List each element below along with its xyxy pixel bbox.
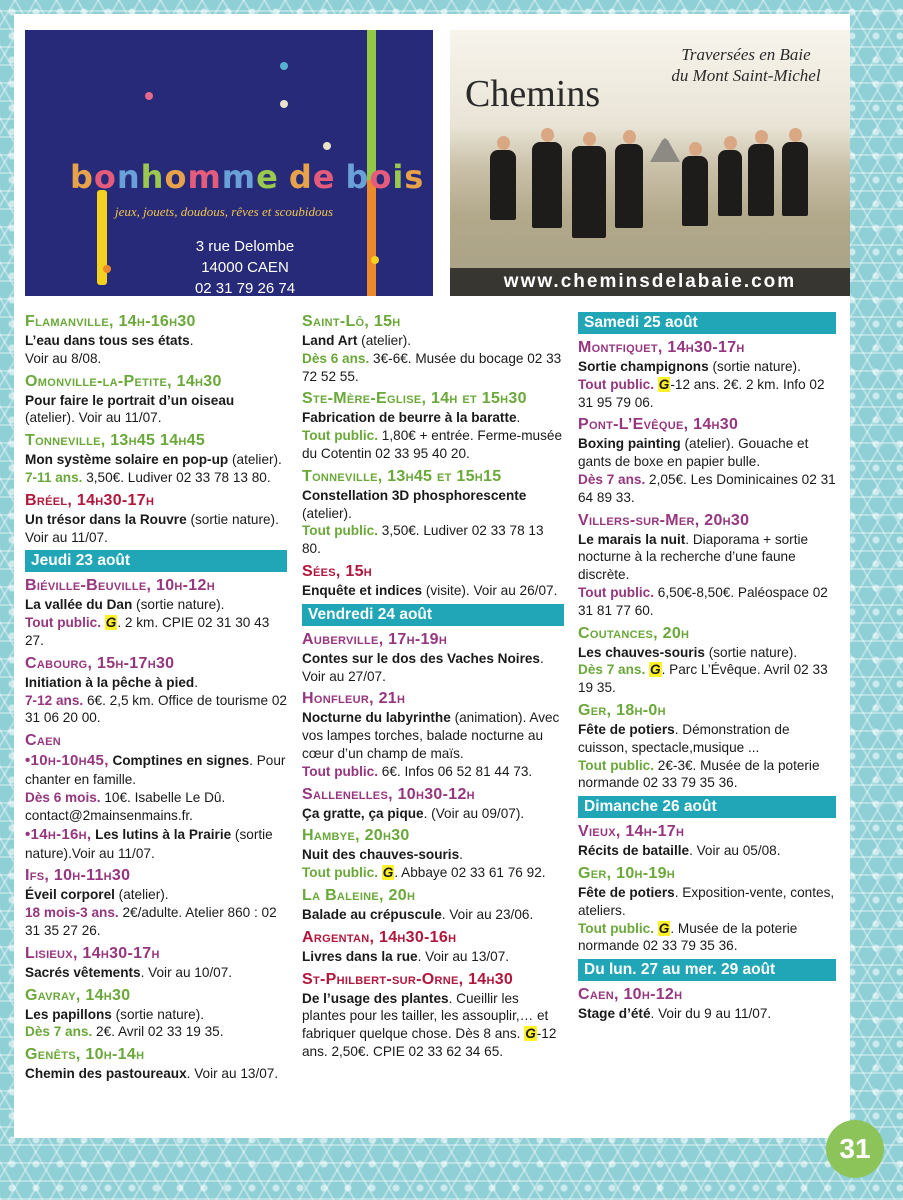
- event-place: St-Philbert-sur-Orne, 14h30: [302, 970, 514, 988]
- page-number: 31: [826, 1120, 884, 1178]
- event-audience: Dès 7 ans.: [578, 471, 646, 487]
- decor-dot: [103, 265, 111, 273]
- event-title: Comptines en signes: [112, 753, 250, 769]
- event-entry: [25, 372, 287, 428]
- event-title: Sortie champignons: [578, 359, 709, 374]
- event-place: Hambye, 20h30: [302, 827, 410, 845]
- event-place: Coutances, 20h: [578, 624, 690, 642]
- ad-bonhomme-de-bois[interactable]: [25, 30, 433, 296]
- event-entry: [578, 985, 836, 1023]
- event-place: Omonville-la-Petite, 14h30: [25, 372, 222, 390]
- address-city: 14000 CAEN: [201, 259, 289, 276]
- column-1: [25, 312, 287, 1087]
- event-title: Récits de bataille: [578, 843, 690, 859]
- event-info-text: 2,05€. Les Dominicaines 02 31 64 89 33.: [578, 471, 836, 505]
- chemins-logo: Chemins: [465, 73, 601, 115]
- event-entry: [25, 576, 287, 649]
- event-desc: [302, 409, 564, 427]
- event-place: Genêts, 10h-14h: [25, 1046, 145, 1064]
- event-rest: (sortie nature).: [132, 597, 225, 613]
- chemins-tagline-line1: Traversées en Baie: [681, 45, 811, 64]
- event-info: [302, 864, 564, 882]
- event-title: Fête de potiers: [578, 721, 675, 737]
- event-audience: Tout public.: [302, 428, 379, 444]
- hiker-figure: [682, 156, 708, 226]
- gratuit-badge: G: [525, 1026, 536, 1042]
- event-title: Balade au crépuscule: [302, 906, 442, 922]
- event-audience: Dès 7 ans.: [25, 1024, 93, 1040]
- bonhomme-address: [155, 236, 335, 296]
- event-info-text: 6€. 2,5 km. Office de tourisme 02 31 06 20 00.: [25, 692, 287, 726]
- event-desc: [302, 805, 564, 823]
- event-place: La Baleine, 20h: [302, 886, 416, 904]
- event-audience: Tout public.: [302, 865, 379, 881]
- hiker-figure: [532, 142, 562, 228]
- event-desc: [25, 751, 287, 789]
- event-entry: [25, 654, 287, 727]
- event-desc: [25, 332, 287, 350]
- event-rest: . Voir au 05/08.: [689, 843, 781, 859]
- event-title: Fabrication de beurre à la baratte: [302, 410, 517, 426]
- event-entry: [25, 312, 287, 368]
- day-header-du-lun: Du lun. 27 au mer. 29 août: [578, 959, 836, 981]
- event-title: Nocturne du labyrinthe: [302, 710, 451, 726]
- event-audience: Dès 6 mois.: [25, 789, 101, 805]
- event-rest: . Exposition-vente, contes, ateliers.: [578, 884, 835, 918]
- event-entry: [302, 785, 564, 823]
- event-rest: . Voir du 9 au 11/07.: [650, 1006, 772, 1022]
- event-rest: . Diaporama + sortie nocturne à la recherche d’une faune discrète.: [578, 531, 809, 583]
- event-info: [25, 614, 287, 650]
- hiker-figure: [718, 150, 742, 216]
- event-title: Initiation à la pêche à pied: [25, 674, 195, 690]
- event-entry: [25, 431, 287, 487]
- event-audience: 7-12 ans.: [25, 692, 84, 708]
- logo-letter: o: [369, 158, 393, 196]
- hiker-figure: [748, 144, 774, 216]
- event-rest: (atelier). Gouache et gants de boxe en papier bulle.: [578, 436, 809, 470]
- event-info: [578, 661, 836, 697]
- event-desc: [302, 709, 564, 762]
- event-place: Caen, 10h-12h: [578, 986, 683, 1004]
- event-place: Argentan, 14h30-16h: [302, 928, 457, 946]
- event-audience: 18 mois-3 ans.: [25, 905, 119, 921]
- event-title: Mon système solaire en pop-up: [25, 452, 229, 468]
- column-3: [578, 312, 836, 1027]
- event-info-text: . Abbaye 02 33 61 76 92.: [394, 865, 546, 881]
- event-entry: [25, 1045, 287, 1083]
- event-entry: [302, 689, 564, 780]
- event-info-text: 3,50€. Ludiver 02 33 78 13 80.: [82, 469, 271, 485]
- event-audience: Dès 6 ans.: [302, 350, 370, 366]
- chemins-tagline: [656, 44, 836, 86]
- event-info-text: 2€/adulte. Atelier 860 : 02 31 35 27 26.: [25, 905, 277, 938]
- event-info: [25, 789, 287, 825]
- address-street: 3 rue Delombe: [195, 238, 295, 255]
- event-desc: [578, 1005, 836, 1023]
- column-2: [302, 312, 564, 1065]
- event-place: Biéville-Beuville, 10h-12h: [25, 577, 215, 595]
- gratuit-badge: G: [382, 865, 394, 881]
- event-entry: [302, 312, 564, 385]
- event-info-text: 10€. Isabelle Le Dû. contact@2mainsenmains.fr.: [25, 789, 226, 823]
- event-rest: .: [516, 410, 521, 426]
- event-desc: [25, 451, 287, 469]
- logo-letter: m: [221, 158, 257, 196]
- event-audience: Tout public.: [578, 757, 655, 773]
- event-desc: [578, 531, 836, 584]
- event-rest: . Démonstration de cuisson, spectacle,musique ...: [578, 721, 790, 755]
- event-rest: (sortie nature).: [111, 1006, 205, 1022]
- event-place: Tonneville, 13h45 14h45: [25, 432, 206, 450]
- day-header-vendredi: Vendredi 24 août: [302, 604, 564, 626]
- event-title: Enquête et indices: [302, 582, 423, 598]
- logo-letter: e: [312, 158, 336, 196]
- logo-letter: m: [187, 158, 222, 196]
- event-info-text: -12 ans. 2,50€. CPIE 02 33 62 34 65.: [302, 1026, 557, 1059]
- event-place: Tonneville, 13h45 et 15h15: [302, 467, 502, 485]
- event-entry: [302, 928, 564, 966]
- event-title: La vallée du Dan: [25, 597, 133, 613]
- event-desc: [25, 674, 287, 692]
- event-title: Contes sur le dos des Vaches Noires: [302, 650, 540, 666]
- event-title: Stage d’été: [578, 1006, 651, 1022]
- event-audience: Tout public.: [578, 584, 655, 600]
- event-desc: [302, 332, 564, 350]
- event-desc: [25, 964, 287, 982]
- event-info-text: Voir au 8/08.: [25, 350, 102, 366]
- event-place: Villers-sur-Mer, 20h30: [578, 511, 750, 529]
- event-title: Boxing painting: [578, 436, 681, 452]
- event-entry: [302, 467, 564, 558]
- event-title: Livres dans la rue: [302, 948, 418, 964]
- event-audience: 7-11 ans.: [25, 469, 83, 485]
- event-rest: . (Voir au 09/07).: [423, 805, 525, 821]
- event-place: Lisieux, 14h30-17h: [25, 944, 160, 962]
- event-desc: [578, 358, 836, 376]
- event-info: [302, 522, 564, 558]
- event-info: [302, 427, 564, 463]
- event-rest: . Voir au 13/07.: [417, 948, 510, 964]
- event-desc: [302, 990, 564, 1061]
- event-desc: [578, 721, 836, 757]
- event-rest: (sortie nature).Voir au 11/07.: [25, 826, 273, 861]
- event-info: [578, 920, 836, 956]
- event-info: [578, 757, 836, 793]
- event-info-text: 6€. Infos 06 52 81 44 73.: [378, 763, 533, 779]
- event-audience: Tout public.: [302, 523, 379, 539]
- event-desc: [578, 435, 836, 471]
- event-rest: (sortie nature).: [704, 644, 798, 660]
- event-entry: [25, 986, 287, 1042]
- event-title: Nuit des chauves-souris: [302, 847, 460, 863]
- event-place: Bréel, 14h30-17h: [25, 491, 155, 509]
- event-title: Fête de potiers: [578, 884, 675, 900]
- event-info-text: 2€-3€. Musée de la poterie normande 02 33 79 35 36.: [578, 757, 820, 791]
- event-rest: (atelier). Voir au 11/07.: [25, 410, 162, 426]
- event-entry: [578, 338, 836, 411]
- event-rest: .: [459, 847, 463, 863]
- event-title: Sacrés vêtements: [25, 964, 141, 980]
- event-title: Éveil corporel: [25, 887, 115, 903]
- event-desc: [302, 582, 564, 600]
- event-desc: [25, 886, 287, 904]
- event-desc: [302, 846, 564, 864]
- bonhomme-tagline: jeux, jouets, doudous, rêves et scoubidous: [115, 204, 334, 219]
- logo-letter: o: [164, 158, 188, 196]
- decor-bar-orange: [367, 180, 376, 296]
- event-entry: [302, 970, 564, 1061]
- logo-letter: o: [93, 158, 117, 196]
- event-place: Caen: [25, 732, 61, 750]
- event-title: Land Art: [302, 333, 358, 348]
- event-info-text: -12 ans. 2€. 2 km. Info 02 31 95 79 06.: [578, 376, 825, 410]
- event-entry: [578, 864, 836, 955]
- hiker-figure: [572, 146, 606, 238]
- event-rest: . Voir au 10/07.: [140, 964, 233, 980]
- event-rest: .: [189, 333, 194, 348]
- event-title: Constellation 3D phosphorescente: [302, 487, 527, 503]
- event-place: Pont-L’Evêque, 14h30: [578, 416, 739, 434]
- event-title: Ça gratte, ça pique: [302, 805, 424, 821]
- event-place: Ger, 18h-0h: [578, 701, 666, 719]
- event-entry: [302, 886, 564, 924]
- event-rest: (atelier).: [302, 505, 352, 521]
- event-entry-caen: [25, 731, 287, 862]
- event-info-text: 6,50€-8,50€. Paléospace 02 31 81 77 60.: [578, 584, 828, 618]
- event-info-text: 2€. Avril 02 33 19 35.: [92, 1024, 224, 1040]
- decor-dot: [280, 62, 288, 70]
- chemins-tagline-line2: du Mont Saint-Michel: [671, 66, 821, 85]
- event-place: Ste-Mère-Eglise, 14h et 15h30: [302, 390, 527, 408]
- event-info-text: . 2 km. CPIE 02 31 30 43 27.: [25, 615, 270, 648]
- event-info-text: 3€-6€. Musée du bocage 02 33 72 52 55.: [302, 350, 562, 384]
- event-entry: [578, 415, 836, 506]
- hiker-figure: [615, 144, 643, 228]
- event-audience: Tout public.: [302, 763, 379, 779]
- event-info: [25, 350, 287, 368]
- day-header-dimanche: Dimanche 26 août: [578, 796, 836, 818]
- event-desc: [25, 392, 287, 428]
- event-info-text: 1,80€ + entrée. Ferme-musée du Cotentin 02 33 95 40 20.: [302, 428, 563, 461]
- event-desc: [578, 842, 836, 860]
- gratuit-badge: G: [105, 615, 117, 631]
- gratuit-badge: G: [658, 920, 670, 936]
- address-phone: 02 31 79 26 74: [194, 280, 296, 296]
- ad-chemins[interactable]: [450, 30, 850, 296]
- event-place: Flamanville, 14h-16h30: [25, 313, 196, 330]
- event-title: Les papillons: [25, 1006, 112, 1022]
- event-place: Cabourg, 15h-17h30: [25, 654, 175, 672]
- event-title: De l’usage des plantes: [302, 990, 449, 1006]
- logo-letter: b: [70, 158, 94, 196]
- event-info: [302, 763, 564, 781]
- chemins-url-link[interactable]: www.cheminsdelabaie.com: [503, 271, 797, 292]
- event-entry: [302, 630, 564, 686]
- event-desc: [25, 1065, 287, 1083]
- event-audience: Tout public.: [578, 920, 655, 936]
- event-audience: Dès 7 ans.: [578, 662, 646, 678]
- event-entry: [302, 389, 564, 462]
- gratuit-badge: G: [650, 662, 661, 678]
- logo-letter: b: [345, 158, 370, 196]
- event-place: Ger, 10h-19h: [578, 864, 676, 882]
- event-place: Auberville, 17h-19h: [302, 630, 448, 648]
- event-info-text: 3,50€. Ludiver 02 33 78 13 80.: [302, 523, 544, 557]
- event-info: [25, 469, 287, 487]
- logo-letter: s: [404, 158, 425, 196]
- logo-letter: h: [140, 158, 165, 196]
- event-info-text: . Parc L’Évêque. Avril 02 33 19 35.: [578, 662, 828, 696]
- event-desc: [302, 487, 564, 523]
- event-desc: [25, 511, 287, 547]
- event-rest: . Voir au 27/07.: [302, 650, 544, 684]
- event-rest: (atelier).: [114, 887, 169, 903]
- day-header-samedi: Samedi 25 août: [578, 312, 836, 334]
- event-title: Les chauves-souris: [578, 644, 705, 660]
- event-rest: . Pour chanter en famille.: [25, 753, 286, 788]
- event-rest: (visite). Voir au 26/07.: [422, 582, 558, 598]
- event-desc: [578, 644, 836, 662]
- decor-dot: [371, 256, 379, 264]
- event-entry: [578, 511, 836, 620]
- logo-letter: i: [392, 158, 405, 196]
- event-time: •14h-16h,: [25, 825, 92, 843]
- event-title: Chemin des pastoureaux: [25, 1066, 187, 1082]
- event-rest: (sortie nature). Voir au 11/07.: [25, 511, 279, 545]
- event-rest: .: [194, 674, 198, 690]
- logo-letter: n: [116, 158, 141, 196]
- event-title: L’eau dans tous ses états: [25, 333, 190, 348]
- hiker-figure: [490, 150, 516, 220]
- event-entry: [578, 624, 836, 697]
- event-info: [25, 904, 287, 940]
- event-rest: . Voir au 13/07.: [186, 1066, 279, 1082]
- event-rest: . Cueillir les plantes pour les tailler, les assouplir,… et fabriquer quelque chose. Dès 8 ans.: [302, 990, 549, 1042]
- event-entry: [302, 562, 564, 600]
- event-rest: (animation). Avec vos lampes torches, balade nocturne au cœur d’un champ de maïs.: [302, 710, 560, 761]
- gratuit-badge: G: [658, 376, 670, 392]
- logo-letter: d: [288, 158, 313, 196]
- event-entry: [578, 822, 836, 860]
- event-desc: [302, 948, 564, 966]
- decor-dot: [280, 100, 288, 108]
- event-desc: [25, 596, 287, 614]
- event-desc: [578, 884, 836, 920]
- event-title: Pour faire le portrait d’un oiseau: [25, 392, 235, 408]
- event-title: Un trésor dans la Rouvre: [25, 511, 187, 527]
- event-time: •10h-10h45,: [25, 752, 109, 770]
- event-entry: [25, 944, 287, 982]
- event-place: Vieux, 14h-17h: [578, 823, 685, 841]
- bonhomme-logo: [70, 158, 424, 196]
- event-desc: [302, 650, 564, 686]
- event-place: Sées, 15h: [302, 562, 373, 580]
- event-desc: [25, 825, 287, 863]
- event-place: Ifs, 10h-11h30: [25, 867, 131, 885]
- event-info-text: . Musée de la poterie normande 02 33 79 35 36.: [578, 920, 798, 954]
- event-place: Sallenelles, 10h30-12h: [302, 785, 475, 803]
- event-info: [578, 376, 836, 412]
- decor-dot: [323, 142, 331, 150]
- event-desc: [302, 906, 564, 924]
- day-header-jeudi: Jeudi 23 août: [25, 550, 287, 572]
- event-info: [25, 1023, 287, 1041]
- event-info: [302, 350, 564, 386]
- event-place: Saint-Lô, 15h: [302, 313, 401, 330]
- hiker-figure: [782, 142, 808, 216]
- decor-dot: [145, 92, 153, 100]
- event-rest: . Voir au 23/06.: [441, 906, 534, 922]
- event-place: Honfleur, 21h: [302, 690, 406, 708]
- logo-letter: e: [256, 158, 279, 196]
- event-entry: [578, 701, 836, 792]
- event-rest: (atelier).: [228, 452, 282, 468]
- event-entry: [25, 491, 287, 547]
- event-entry: [25, 866, 287, 939]
- event-rest: (atelier).: [357, 333, 412, 348]
- event-info: [578, 584, 836, 620]
- event-place: Gavray, 14h30: [25, 986, 131, 1004]
- event-place: Montfiquet, 14h30-17h: [578, 339, 745, 356]
- event-info: [25, 692, 287, 728]
- event-rest: (sortie nature).: [708, 359, 801, 374]
- event-title: Le marais la nuit: [578, 531, 686, 547]
- event-entry: [302, 826, 564, 882]
- event-title: Les lutins à la Prairie: [95, 826, 232, 842]
- event-audience: Tout public.: [578, 376, 655, 392]
- event-desc: [25, 1006, 287, 1024]
- event-info: [578, 471, 836, 507]
- mont-saint-michel-icon: [650, 138, 680, 162]
- event-audience: Tout public.: [25, 615, 102, 631]
